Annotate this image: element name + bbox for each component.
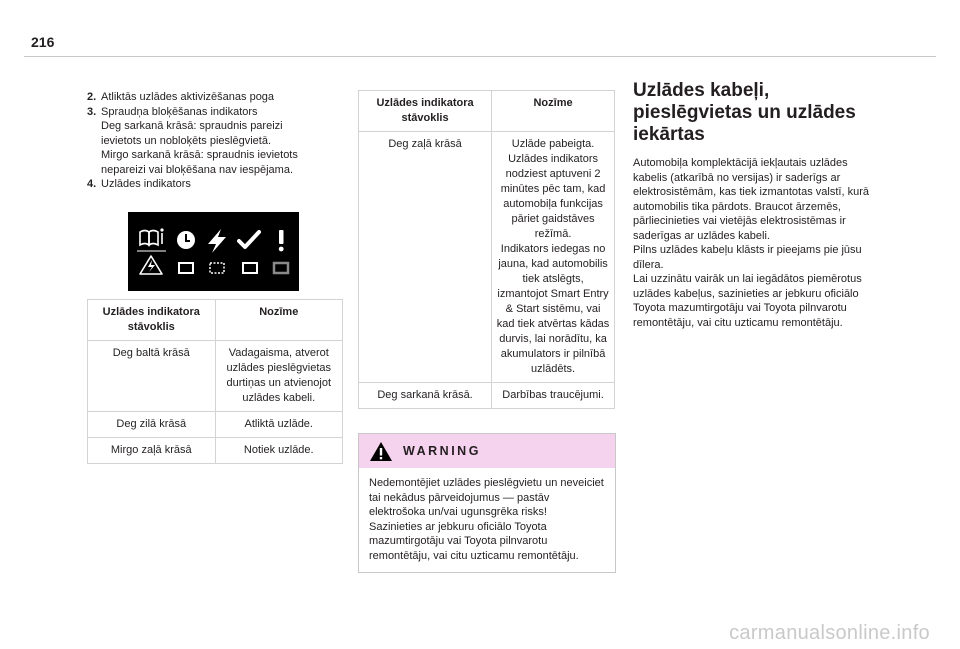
item-line: Atliktās uzlādes aktivizēšanas poga <box>101 91 275 103</box>
indicator-status-table-continued <box>358 90 615 409</box>
item-number: 3. <box>87 105 97 118</box>
warning-box <box>358 433 616 573</box>
item-text <box>101 177 347 192</box>
item-line: ievietots un nobloķēts pieslēgvietā. <box>101 134 271 147</box>
charging-indicator-illustration <box>128 212 299 291</box>
table-cell: Deg zaļā krāsā <box>359 132 492 383</box>
table-cell: Notiek uzlāde. <box>215 438 343 464</box>
table-cell: Deg baltā krāsā <box>88 341 216 412</box>
table-row <box>88 438 343 464</box>
watermark: carmanualsonline.info <box>729 622 930 644</box>
table-cell: Deg zilā krāsā <box>88 412 216 438</box>
table-row <box>88 341 343 412</box>
table-row <box>88 412 343 438</box>
lightning-icon <box>208 229 226 253</box>
table-cell: Deg sarkanā krāsā. <box>359 383 492 409</box>
top-rule <box>24 56 936 57</box>
manual-icon <box>140 229 163 245</box>
table-cell: Atliktā uzlāde. <box>215 412 343 438</box>
dotted-square-icon <box>210 263 224 273</box>
item-text <box>101 90 347 105</box>
table-cell: Uzlāde pabeigta. Uzlādes indikators nodziest aptuveni 2 minūtes pēc tam, kad automobiļa funkcijas pāriet gaidstāves režīmā. Indikators iedegas no jauna, kad automobilis tiek atslēgts, izmantojot Smart Entry & Start sistēmu, vai kad tiek atvērtas kādas durvis, lai norādītu, ka akumulators ir pilnībā uzlādēts. <box>492 132 615 383</box>
check-icon <box>239 232 259 247</box>
item-number: 4. <box>87 178 97 190</box>
exclamation-icon <box>279 230 284 251</box>
page-number: 216 <box>31 34 55 50</box>
table-row <box>359 132 615 383</box>
column-header: Uzlādes indikatora stāvoklis <box>88 300 216 341</box>
table-cell: Mirgo zaļā krāsā <box>88 438 216 464</box>
item-line: nepareizi vai bloķēšana nav iespējama. <box>101 163 294 176</box>
outline-square-icon <box>179 263 193 273</box>
list-item <box>87 90 347 105</box>
table-cell: Vadagaisma, atverot uzlādes pieslēgvietas durtiņas un atvienojot uzlādes kabeli. <box>215 341 343 412</box>
grey-square-icon <box>274 263 288 273</box>
warning-header <box>359 434 615 468</box>
column-header: Nozīme <box>215 300 343 341</box>
warning-triangle-icon <box>369 441 393 462</box>
item-text <box>101 105 347 178</box>
item-line: Uzlādes indikators <box>101 178 191 190</box>
list-item <box>87 105 347 178</box>
charging-cables-section <box>633 80 873 330</box>
outline-square-icon <box>243 263 257 273</box>
table-header-row <box>88 300 343 341</box>
item-line: Spraudņa bloķēšanas indikators <box>101 105 258 118</box>
indicator-status-table <box>87 299 343 464</box>
clock-icon <box>177 231 195 249</box>
column-header: Nozīme <box>492 91 615 132</box>
column-header: Uzlādes indikatora stāvoklis <box>359 91 492 132</box>
warning-text: Nedemontējiet uzlādes pieslēgvietu un neveiciet tai nekādus pārveidojumus — pastāv elektrošoka un/vai ugunsgrēka risks! Sazinieties ar jebkuru oficiālo Toyota mazumtirgotāju vai Toyota pilnvarotu remontētāju, vai citu uzticamu remontētāju. <box>369 477 604 562</box>
table-header-row <box>359 91 615 132</box>
table-row <box>359 383 615 409</box>
item-number: 2. <box>87 91 97 103</box>
item-line: Deg sarkanā krāsā: spraudnis pareizi <box>101 120 283 132</box>
section-title: Uzlādes kabeļi, pieslēgvietas un uzlādes iekārtas <box>633 80 856 145</box>
section-body: Automobiļa komplektācijā iekļautais uzlādes kabelis (atkarībā no versijas) ir saderīgs ar elektrosistēmām, kas tiek izmantotas valstī, kurā automobilis tika pārdots. Braucot ārzemēs, pārliecinieties vai vietējās elektrosistēmas ir saderīgas ar uzlādes kabeli. Pilns uzlādes kabeļu klāsts ir pieejams pie jūsu dīlera. Lai uzzinātu vairāk un lai iegādātos piemērotus uzlādes kabeļus, sazinieties ar jebkuru oficiālo Toyota mazumtirgotāju vai Toyota pilnvarotu remontētāju, vai citu uzticamu remontētāju. <box>633 157 869 329</box>
numbered-list <box>87 90 347 192</box>
lightning-warning-icon <box>140 256 162 274</box>
warning-title: WARNING <box>403 444 481 458</box>
table-cell: Darbības traucējumi. <box>492 383 615 409</box>
item-line: Mirgo sarkanā krāsā: spraudnis ievietots <box>101 149 298 161</box>
list-item <box>87 177 347 192</box>
